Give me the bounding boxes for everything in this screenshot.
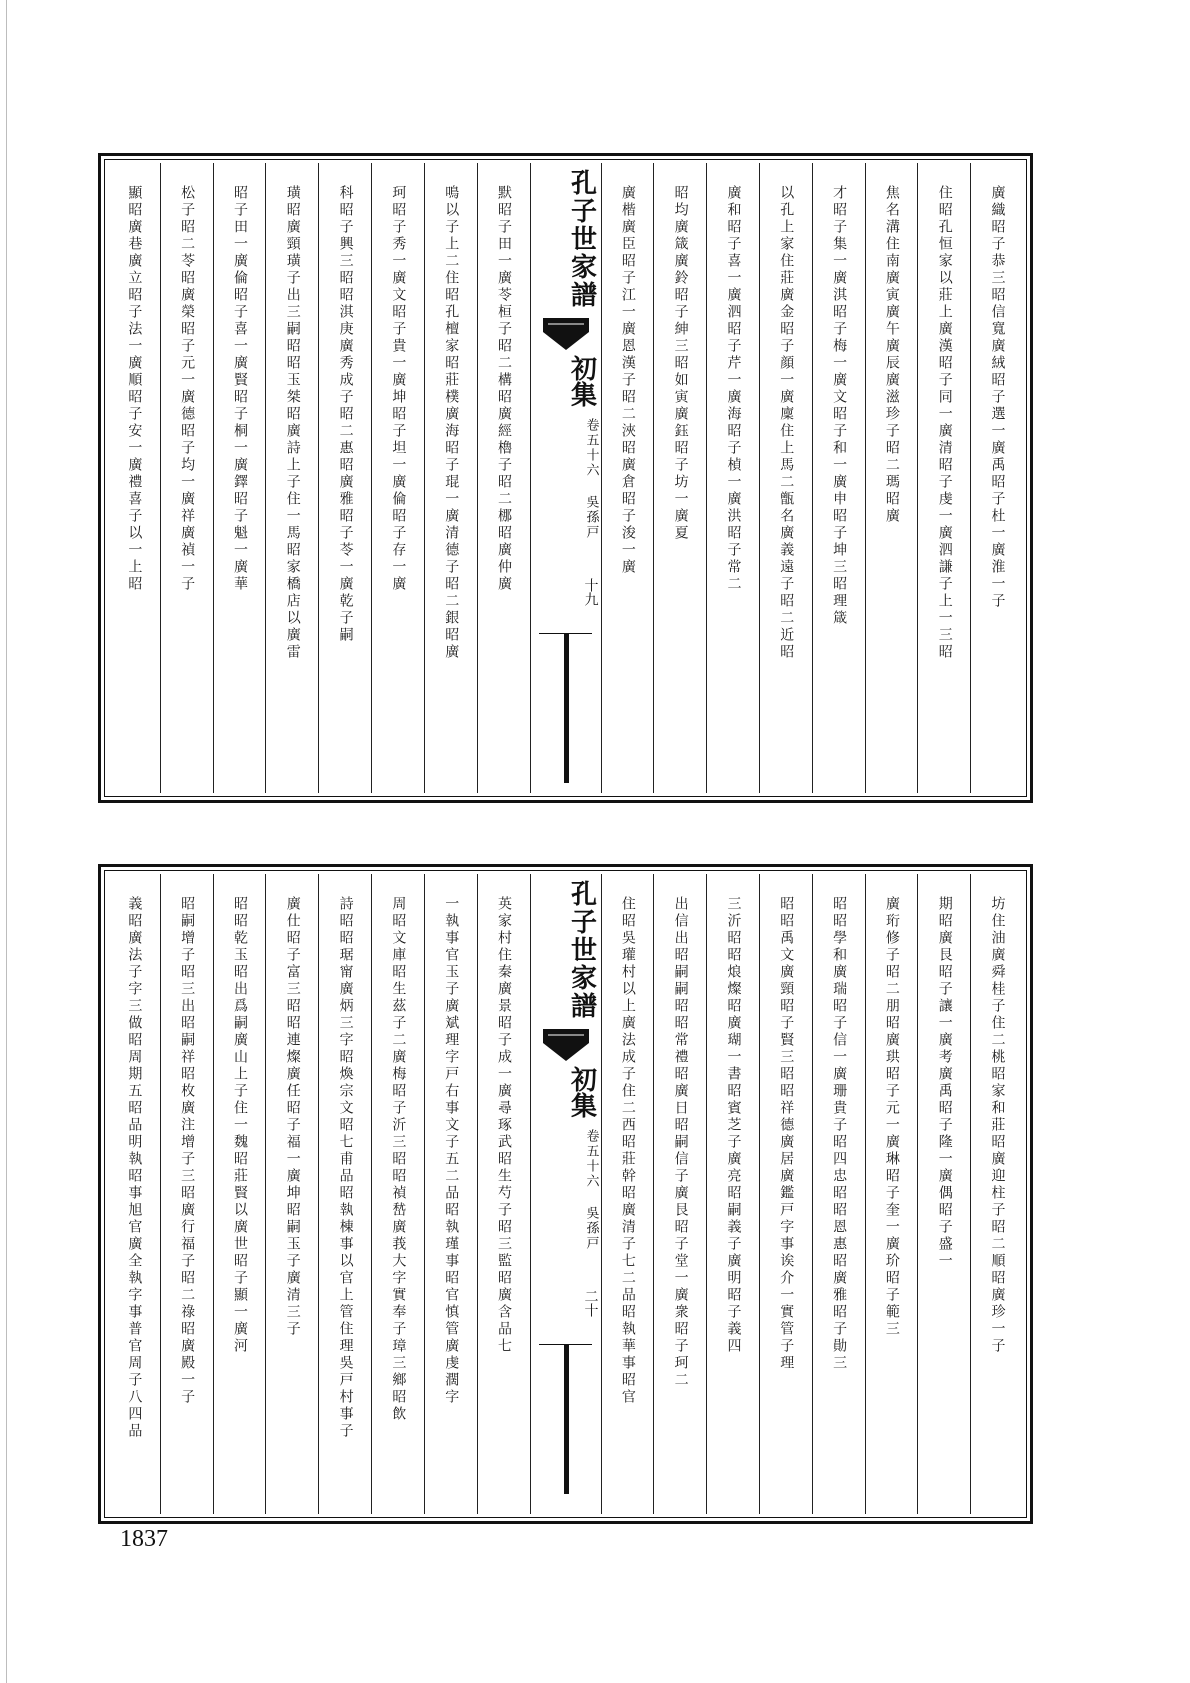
column-text: 科昭子興三昭昭淇庚廣秀成子昭二惠昭廣雅昭子苓一廣乾子嗣: [337, 185, 354, 644]
text-column: [108, 163, 160, 793]
column-text: 坊住油廣舜桂子住二桃昭家和莊昭廣迎柱子昭二順昭廣珍一子: [989, 896, 1006, 1355]
column-text: 松子昭二苓昭廣榮昭子元一廣德昭子均一廣祥廣禎一子: [179, 185, 196, 593]
text-column: [371, 874, 424, 1514]
text-column: [706, 163, 759, 793]
text-column: [424, 163, 477, 793]
text-column: [601, 163, 654, 793]
fishtail-ornament-icon: [543, 318, 589, 350]
column-text: 鳴以子上二住昭孔檀家昭莊樸廣海昭子琨一廣清德子昭二銀昭廣: [443, 185, 460, 661]
genealogy-panel-upper: [98, 153, 1033, 803]
column-text: 詩昭昭琚甯廣炳三字昭煥宗文昭七甫品昭執棟事以官上管住理吳戸村事子: [337, 896, 354, 1440]
column-text: 期昭廣艮昭子讓一廣考廣禹昭子隆一廣偶昭子盛一: [936, 896, 953, 1270]
column-text: 廣楷廣臣昭子江一廣恩漢子昭二浹昭廣倉昭子浚一廣: [619, 185, 636, 576]
column-text: 住昭吳瓘村以上廣法成子住二西昭莊幹昭廣清子七二品昭執華事昭官: [619, 896, 636, 1406]
book-title: 孔子世家譜: [566, 169, 597, 309]
column-text: 一執事官玉子廣斌理字戸右事文子五二品昭執瑾事昭官慎管廣虔濶字: [443, 896, 460, 1406]
volume-label: 卷五十六 吳孫戸: [583, 418, 599, 540]
fold-bar: [564, 633, 569, 783]
column-text: 住昭孔恒家以莊上廣漢昭子同一廣清昭子虔一廣泗謙子上一三昭: [936, 185, 953, 661]
book-title: 孔子世家譜: [566, 880, 597, 1020]
text-column: [213, 163, 266, 793]
text-column: [477, 874, 530, 1514]
column-text: 顯昭廣巷廣立昭子法一廣順昭子安一廣禮喜子以一上昭: [126, 185, 143, 593]
column-text: 義昭廣法子字三做昭周期五昭品明執昭事旭官廣全執字事普官周子八四品: [126, 896, 143, 1440]
text-column: [706, 874, 759, 1514]
text-column: [865, 163, 918, 793]
text-column: [759, 874, 812, 1514]
column-text: 昭昭學和廣瑞昭子信一廣珊貴子昭四忠昭昭恩惠昭廣雅昭子勛三: [831, 896, 848, 1372]
text-column: [318, 163, 371, 793]
text-column: [759, 163, 812, 793]
column-text: 昭昭禹文廣頸昭子賢三昭昭祥德廣居廣鑑戸字事诶介一實管子理: [778, 896, 795, 1372]
column-text: 廣仕昭子富三昭昭連燦廣任昭子福一廣坤昭嗣玉子廣清三子: [284, 896, 301, 1338]
text-column: [865, 874, 918, 1514]
column-strip: [108, 874, 1023, 1514]
collection-label: 初集: [566, 355, 597, 407]
column-text: 周昭文庫昭生茲子二廣梅昭子沂三昭昭禎嵆廣莪大字實奉子璋三鄉昭飲: [390, 896, 407, 1423]
column-text: 昭昭乾玉昭出爲嗣廣山上子住一魏昭莊賢以廣世昭子顯一廣河: [231, 896, 248, 1355]
genealogy-panel-lower: [98, 864, 1033, 1524]
page-number: 1837: [120, 1526, 168, 1552]
column-text: 廣和昭子喜一廣泗昭子芹一廣海昭子楨一廣洪昭子常二: [725, 185, 742, 593]
volume-label: 卷五十六 吳孫戸: [583, 1129, 599, 1251]
text-column: [160, 874, 213, 1514]
folio-number: 十九: [582, 578, 599, 606]
column-text: 璜昭廣頸璜子出三嗣昭昭玉桀昭廣詩上子住一馬昭家橋店以廣雷: [284, 185, 301, 661]
folio-number: 二十: [582, 1289, 599, 1317]
column-text: 三沂昭昭烺燦昭廣瑚一書昭賓芝子廣亮昭嗣義子廣明昭子義四: [725, 896, 742, 1355]
column-text: 英家村住秦廣景昭子成一廣尋琢武昭生芍子昭三監昭廣含品七: [496, 896, 513, 1355]
column-text: 昭子田一廣倫昭子喜一廣賢昭子桐一廣鐸昭子魁一廣華: [231, 185, 248, 593]
text-column: [477, 163, 530, 793]
text-column: [213, 874, 266, 1514]
center-fold-column: [530, 163, 601, 793]
column-text: 才昭子集一廣淇昭子梅一廣文昭子和一廣申昭子坤三昭理箴: [831, 185, 848, 627]
column-text: 以孔上家住莊廣金昭子顔一廣廩住上馬二甑名廣義遠子昭二近昭: [778, 185, 795, 661]
text-column: [108, 874, 160, 1514]
text-column: [424, 874, 477, 1514]
text-column: [265, 163, 318, 793]
text-column: [653, 874, 706, 1514]
column-text: 焦名溝住南廣寅廣午廣辰廣滋珍子昭二瑪昭廣: [883, 185, 900, 525]
text-column: [970, 874, 1023, 1514]
column-text: 昭均廣箴廣鈴昭子紳三昭如寅廣鈺昭子坊一廣夏: [672, 185, 689, 542]
text-column: [371, 163, 424, 793]
text-column: [601, 874, 654, 1514]
column-text: 昭嗣增子昭三出昭嗣祥昭枚廣注增子三昭廣行福子昭二祿昭廣殿一子: [179, 896, 196, 1406]
column-text: 珂昭子秀一廣文昭子貴一廣坤昭子坦一廣倫昭子存一廣: [390, 185, 407, 593]
text-column: [812, 163, 865, 793]
text-column: [917, 163, 970, 793]
column-text: 廣織昭子恭三昭信寬廣絨昭子選一廣禹昭子杜一廣淮一子: [989, 185, 1006, 610]
column-text: 廣珩修子昭二朋昭廣珙昭子元一廣琳昭子奎一廣玠昭子範三: [883, 896, 900, 1338]
scan-edge-line: [6, 0, 7, 1683]
column-text: 默昭子田一廣苓桓子昭二構昭廣經櫓子昭二梛昭廣仲廣: [496, 185, 513, 593]
column-text: 出信出昭嗣嗣昭昭常禮昭廣日昭嗣信子廣艮昭子堂一廣衆昭子珂二: [672, 896, 689, 1389]
text-column: [265, 874, 318, 1514]
text-column: [917, 874, 970, 1514]
collection-label: 初集: [566, 1066, 597, 1118]
column-strip: [108, 163, 1023, 793]
fishtail-ornament-icon: [543, 1029, 589, 1061]
text-column: [653, 163, 706, 793]
fold-bar: [564, 1344, 569, 1494]
center-fold-column: [530, 874, 601, 1514]
text-column: [970, 163, 1023, 793]
text-column: [812, 874, 865, 1514]
text-column: [318, 874, 371, 1514]
text-column: [160, 163, 213, 793]
